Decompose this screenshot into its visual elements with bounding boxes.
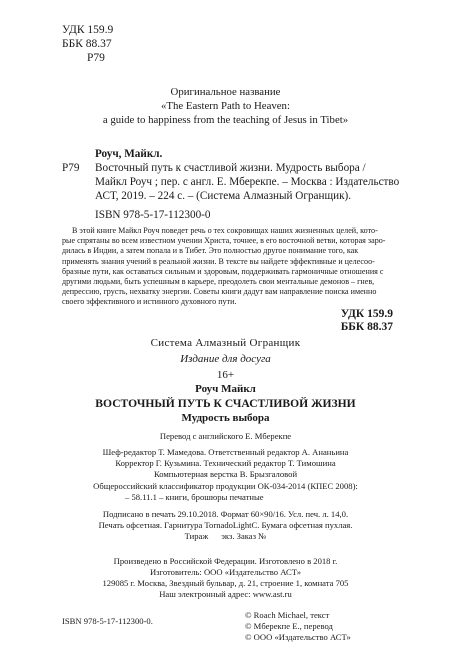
edition-type: Издание для досуга [180,353,271,365]
annotation-line: дилась в Индии, а затем попала и в Тибет. Это полностью другое понимание того, как [62,246,359,256]
annotation-line: бразные пути, как оставаться сильным и здоровым, поддерживать гармоничные отношения с [62,266,384,276]
copyright-author: © Roach Michael, текст [245,610,330,620]
bib-author: Роуч, Майкл. [95,148,163,160]
translator-line: Перевод с английского Е. Мберекпе [159,431,292,441]
series-name: Система Алмазный Огранщик [150,337,301,349]
udk-code-bottom: УДК 159.9 [340,308,393,320]
original-title-line1: «The Eastern Path to Heaven: [161,100,290,112]
book-subtitle: Мудрость выбора [181,412,270,424]
copyright-publisher: © ООО «Издательство АСТ» [245,632,351,642]
bbk-code: ББК 88.37 [62,38,112,50]
annotation-line: своего эффективного и истинного духовного пути. [62,297,237,307]
editors-line3: Компьютерная верстка В. Брызгаловой [153,469,298,479]
age-rating: 16+ [216,369,235,381]
bib-isbn: ISBN 978-5-17-112300-0 [95,209,211,221]
print-line2: Печать офсетная. Гарнитура TornadoLightC. Бумага офсетная пухлая. [98,520,353,530]
original-title-line2: a guide to happiness from the teaching of Jesus in Tibet» [102,114,349,126]
footer-isbn: ISBN 978-5-17-112300-0. [62,616,153,626]
bib-line3: АСТ, 2019. – 224 с. – (Система Алмазный Огранщик). [95,190,352,202]
editors-line2: Корректор Г. Кузьмина. Технический редактор Т. Тимошина [115,458,336,468]
editors-line1: Шеф-редактор Т. Мамедова. Ответственный редактор А. Ананьина [102,447,349,457]
print-line1: Подписано в печать 29.10.2018. Формат 60×90/16. Усл. печ. л. 14,0. [102,509,349,519]
udk-code: УДК 159.9 [62,24,114,36]
print-line3: Тираж экз. Заказ № [184,531,267,541]
original-title-label: Оригинальное название [170,86,281,98]
bib-line2: Майкл Роуч ; пер. с англ. Е. Мберекпе. – Москва : Издательство [95,176,400,188]
annotation-line: депрессию, грусть, нехватку энергии. Советы книги дадут вам направление поиска именно [62,287,377,297]
bib-mark: Р79 [62,162,80,174]
made-line1: Произведено в Российской Федерации. Изготовлено в 2018 г. [113,556,338,566]
annotation-line: В этой книге Майкл Роуч поведет речь о тех сокровищах наших жизненных целей, кото- [72,226,378,235]
annotation [62,226,396,308]
copyright-translator: © Мберекпе Е., перевод [245,621,333,631]
annotation-line: рые спрятаны во всем известном учении Христа, точнее, в его восточной ветви, которая заро- [62,236,386,246]
made-line3: 129085 г. Москва, Звездный бульвар, д. 21, строение 1, комната 705 [102,578,349,588]
book-title: ВОСТОЧНЫЙ ПУТЬ К СЧАСТЛИВОЙ ЖИЗНИ [95,397,356,410]
classifier-line2: – 58.11.1 – книги, брошюры печатные [125,492,264,502]
bbk-code-bottom: ББК 88.37 [340,321,393,333]
annotation-line: применять знания учений в реальной жизни. В тексте вы найдете эффективные и целесоо- [62,256,375,266]
author-mark: Р79 [87,52,105,64]
bib-line1: Восточный путь к счастливой жизни. Мудрость выбора / [95,162,366,174]
book-author: Роуч Майкл [195,383,256,395]
made-line2: Изготовитель: ООО «Издательство АСТ» [149,567,302,577]
annotation-line: другими людьми, быть успешным в карьере, преодолеть свои ментальные демонов – гнев, [62,277,375,287]
made-line4: Наш электронный адрес: www.ast.ru [159,589,292,599]
classifier-line1: Общероссийский классификатор продукции ОК-034-2014 (КПЕС 2008): [93,481,358,491]
